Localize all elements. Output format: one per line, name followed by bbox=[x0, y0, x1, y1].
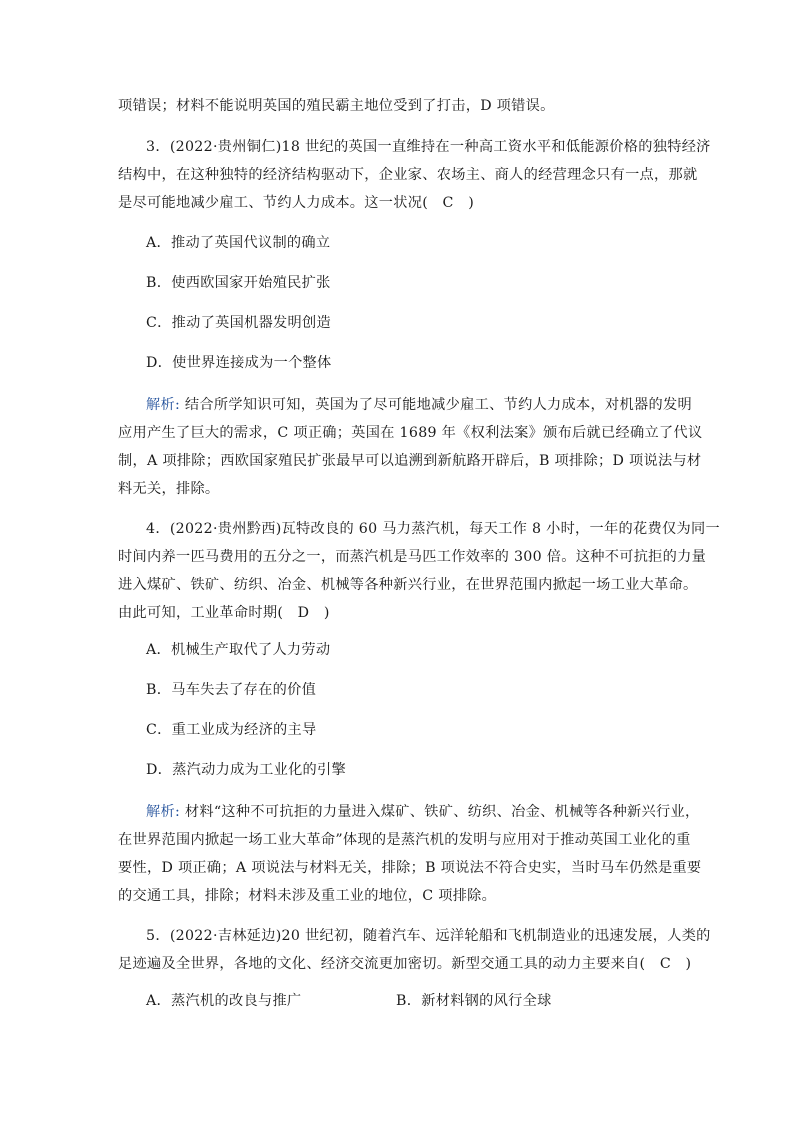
q5-stem-line-2: 足迹遍及全世界，各地的文化、经济交流更加密切。新型交通工具的动力主要来自( C ) bbox=[118, 956, 692, 972]
q5-options-row bbox=[146, 991, 706, 1011]
q4-analysis-line-1 bbox=[146, 802, 700, 822]
q3-analysis-label: 解析: bbox=[146, 397, 181, 413]
q3-option-d: D．使世界连接成为一个整体 bbox=[146, 355, 332, 371]
q3-analysis-text-1: 结合所学知识可知，英国为了尽可能地减少雇工、节约人力成本，对机器的发明 bbox=[180, 397, 692, 413]
q3-stem-line-1: 3．(2022·贵州铜仁)18 世纪的英国一直维持在一种高工资水平和低能源价格的独特经济 bbox=[146, 139, 711, 155]
q3-analysis-line-2: 应用产生了巨大的需求，C 项正确；英国在 1689 年《权利法案》颁布后就已经确立了代议 bbox=[118, 425, 703, 441]
q3-stem-line-3: 是尽可能地减少雇工、节约人力成本。这一状况( C ) bbox=[118, 195, 475, 211]
previous-analysis-tail: 项错误；材料不能说明英国的殖民霸主地位受到了打击，D 项错误。 bbox=[118, 98, 555, 114]
q3-analysis-line-3: 制，A 项排除；西欧国家殖民扩张最早可以追溯到新航路开辟后，B 项排除；D 项说法与材 bbox=[118, 453, 702, 469]
q5-stem-line-1: 5．(2022·吉林延边)20 世纪初，随着汽车、远洋轮船和飞机制造业的迅速发展，人类的 bbox=[146, 928, 711, 944]
q3-stem-line-2: 结构中，在这种独特的经济结构驱动下，企业家、农场主、商人的经营理念只有一点，那就 bbox=[118, 167, 698, 183]
q4-analysis-line-2: 在世界范围内掀起一场工业大革命”体现的是蒸汽机的发明与应用对于推动英国工业化的重 bbox=[118, 832, 691, 848]
q4-stem-line-4: 由此可知，工业革命时期( D ) bbox=[118, 605, 330, 621]
q4-analysis-line-3: 要性，D 项正确；A 项说法与材料无关，排除；B 项说法不符合史实，当时马车仍然是重要 bbox=[118, 860, 702, 876]
q4-analysis-text-1: 材料“这种不可抗拒的力量进入煤矿、铁矿、纺织、冶金、机械等各种新兴行业， bbox=[180, 804, 700, 820]
q4-option-b: B．马车失去了存在的价值 bbox=[146, 682, 317, 698]
q3-option-b: B．使西欧国家开始殖民扩张 bbox=[146, 275, 331, 291]
q3-option-a: A．推动了英国代议制的确立 bbox=[146, 235, 331, 251]
q4-analysis-line-4: 的交通工具，排除；材料未涉及重工业的地位，C 项排除。 bbox=[118, 888, 497, 904]
q5-option-a: A．蒸汽机的改良与推广 bbox=[146, 993, 302, 1009]
q4-stem-line-2: 时间内养一匹马费用的五分之一，而蒸汽机是马匹工作效率的 300 倍。这种不可抗拒的力量 bbox=[118, 549, 707, 565]
q5-option-b: B．新材料钢的风行全球 bbox=[396, 993, 552, 1009]
q3-analysis-line-4: 料无关，排除。 bbox=[118, 481, 220, 497]
q3-analysis-line-1 bbox=[146, 395, 692, 415]
q4-option-d: D．蒸汽动力成为工业化的引擎 bbox=[146, 762, 347, 778]
q4-stem-line-1: 4．(2022·贵州黔西)瓦特改良的 60 马力蒸汽机，每天工作 8 小时，一年的花费仅为同一 bbox=[146, 521, 720, 537]
q4-option-a: A．机械生产取代了人力劳动 bbox=[146, 642, 331, 658]
q4-option-c: C．重工业成为经济的主导 bbox=[146, 722, 317, 738]
q3-option-c: C．推动了英国机器发明创造 bbox=[146, 315, 332, 331]
q4-analysis-label: 解析: bbox=[146, 804, 181, 820]
q4-stem-line-3: 进入煤矿、铁矿、纺织、冶金、机械等各种新兴行业，在世界范围内掀起一场工业大革命。 bbox=[118, 577, 698, 593]
